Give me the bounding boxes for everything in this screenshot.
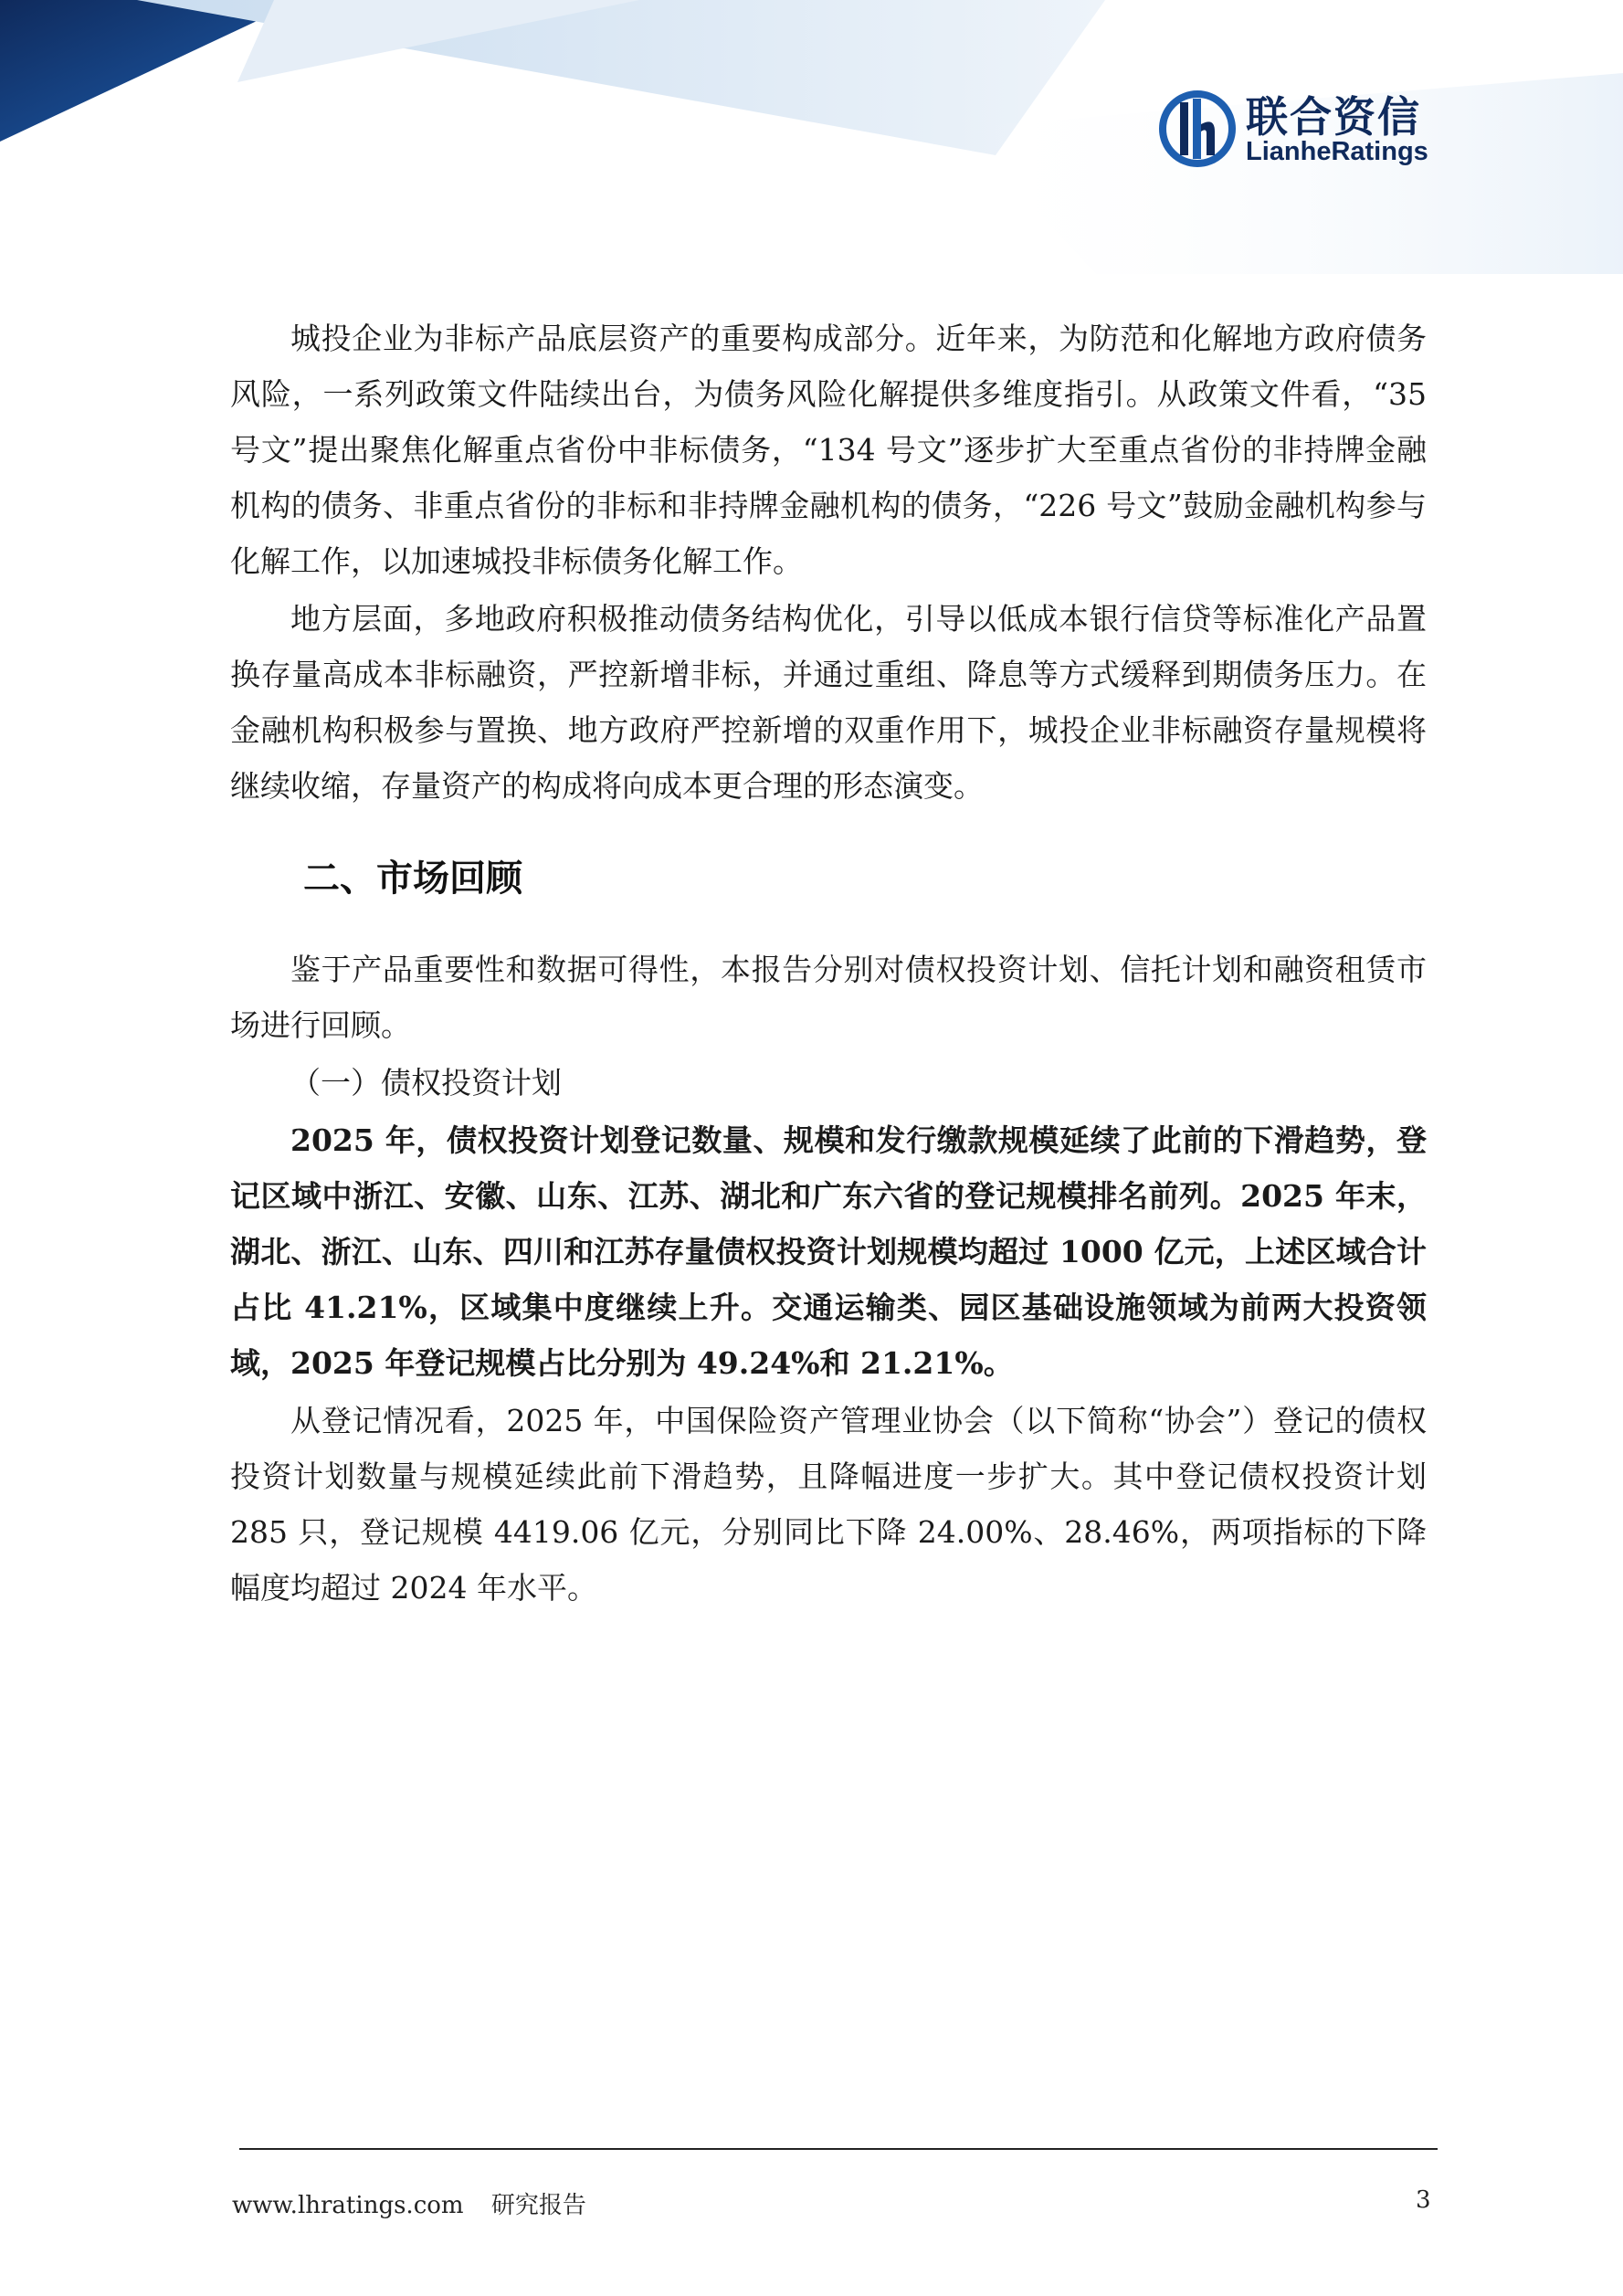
footer-report-type: 研究报告 [490, 2192, 586, 2219]
section-intro-paragraph: 鉴于产品重要性和数据可得性，本报告分别对债权投资计划、信托计划和融资租赁市场进行回顾。 [230, 952, 1427, 1043]
footer-website[interactable]: www.lhratings.com [232, 2192, 464, 2219]
footer-info [232, 2186, 606, 2220]
brand-name-en: LianheRatings [1246, 137, 1428, 166]
report-body [230, 311, 1427, 1617]
lianhe-logo-icon [1158, 90, 1237, 168]
subsection-heading: （一）债权投资计划 [290, 1065, 562, 1101]
section-heading: 二、市场回顾 [303, 858, 522, 900]
intro-paragraph-1: 城投企业为非标产品底层资产的重要构成部分。近年来，为防范和化解地方政府债务风险，一系列政策文件陆续出台，为债务风险化解提供多维度指引。从政策文件看，“35 号文”提出聚焦化解重点省份中非标债务，“134 号文”逐步扩大至重点省份的非持牌金融机构的债务、非重点省份的非标和非持牌金融机构的债务，“226 号文”鼓励金融机构参与化解工作，以加速城投非标债务化解工作。 [230, 321, 1427, 579]
registration-paragraph: 从登记情况看，2025 年，中国保险资产管理业协会（以下简称“协会”）登记的债权投资计划数量与规模延续此前下滑趋势，且降幅进度一步扩大。其中登记债权投资计划 285 只，登记规模 4419.06 亿元，分别同比下降 24.00%、28.46%，两项指标的下降幅度均超过 2024 年水平。 [230, 1403, 1427, 1606]
page-number: 3 [1416, 2186, 1431, 2214]
brand-name-cn: 联合资信 [1246, 92, 1421, 142]
summary-paragraph: 2025 年，债权投资计划登记数量、规模和发行缴款规模延续了此前的下滑趋势，登记区域中浙江、安徽、山东、江苏、湖北和广东六省的登记规模排名前列。2025 年末，湖北、浙江、山东、四川和江苏存量债权投资计划规模均超过 1000 亿元，上述区域合计占比 41.21%，区域集中度继续上升。交通运输类、园区基础设施领域为前两大投资领域，2025 年登记规模占比分别为 49.24%和 21.21%。 [230, 1122, 1427, 1381]
footer-divider [239, 2148, 1438, 2150]
intro-paragraph-2: 地方层面，多地政府积极推动债务结构优化，引导以低成本银行信贷等标准化产品置换存量高成本非标融资，严控新增非标，并通过重组、降息等方式缓释到期债务压力。在金融机构积极参与置换、地方政府严控新增的双重作用下，城投企业非标融资存量规模将继续收缩，存量资产的构成将向成本更合理的形态演变。 [230, 601, 1427, 804]
brand-logo [1158, 84, 1441, 175]
